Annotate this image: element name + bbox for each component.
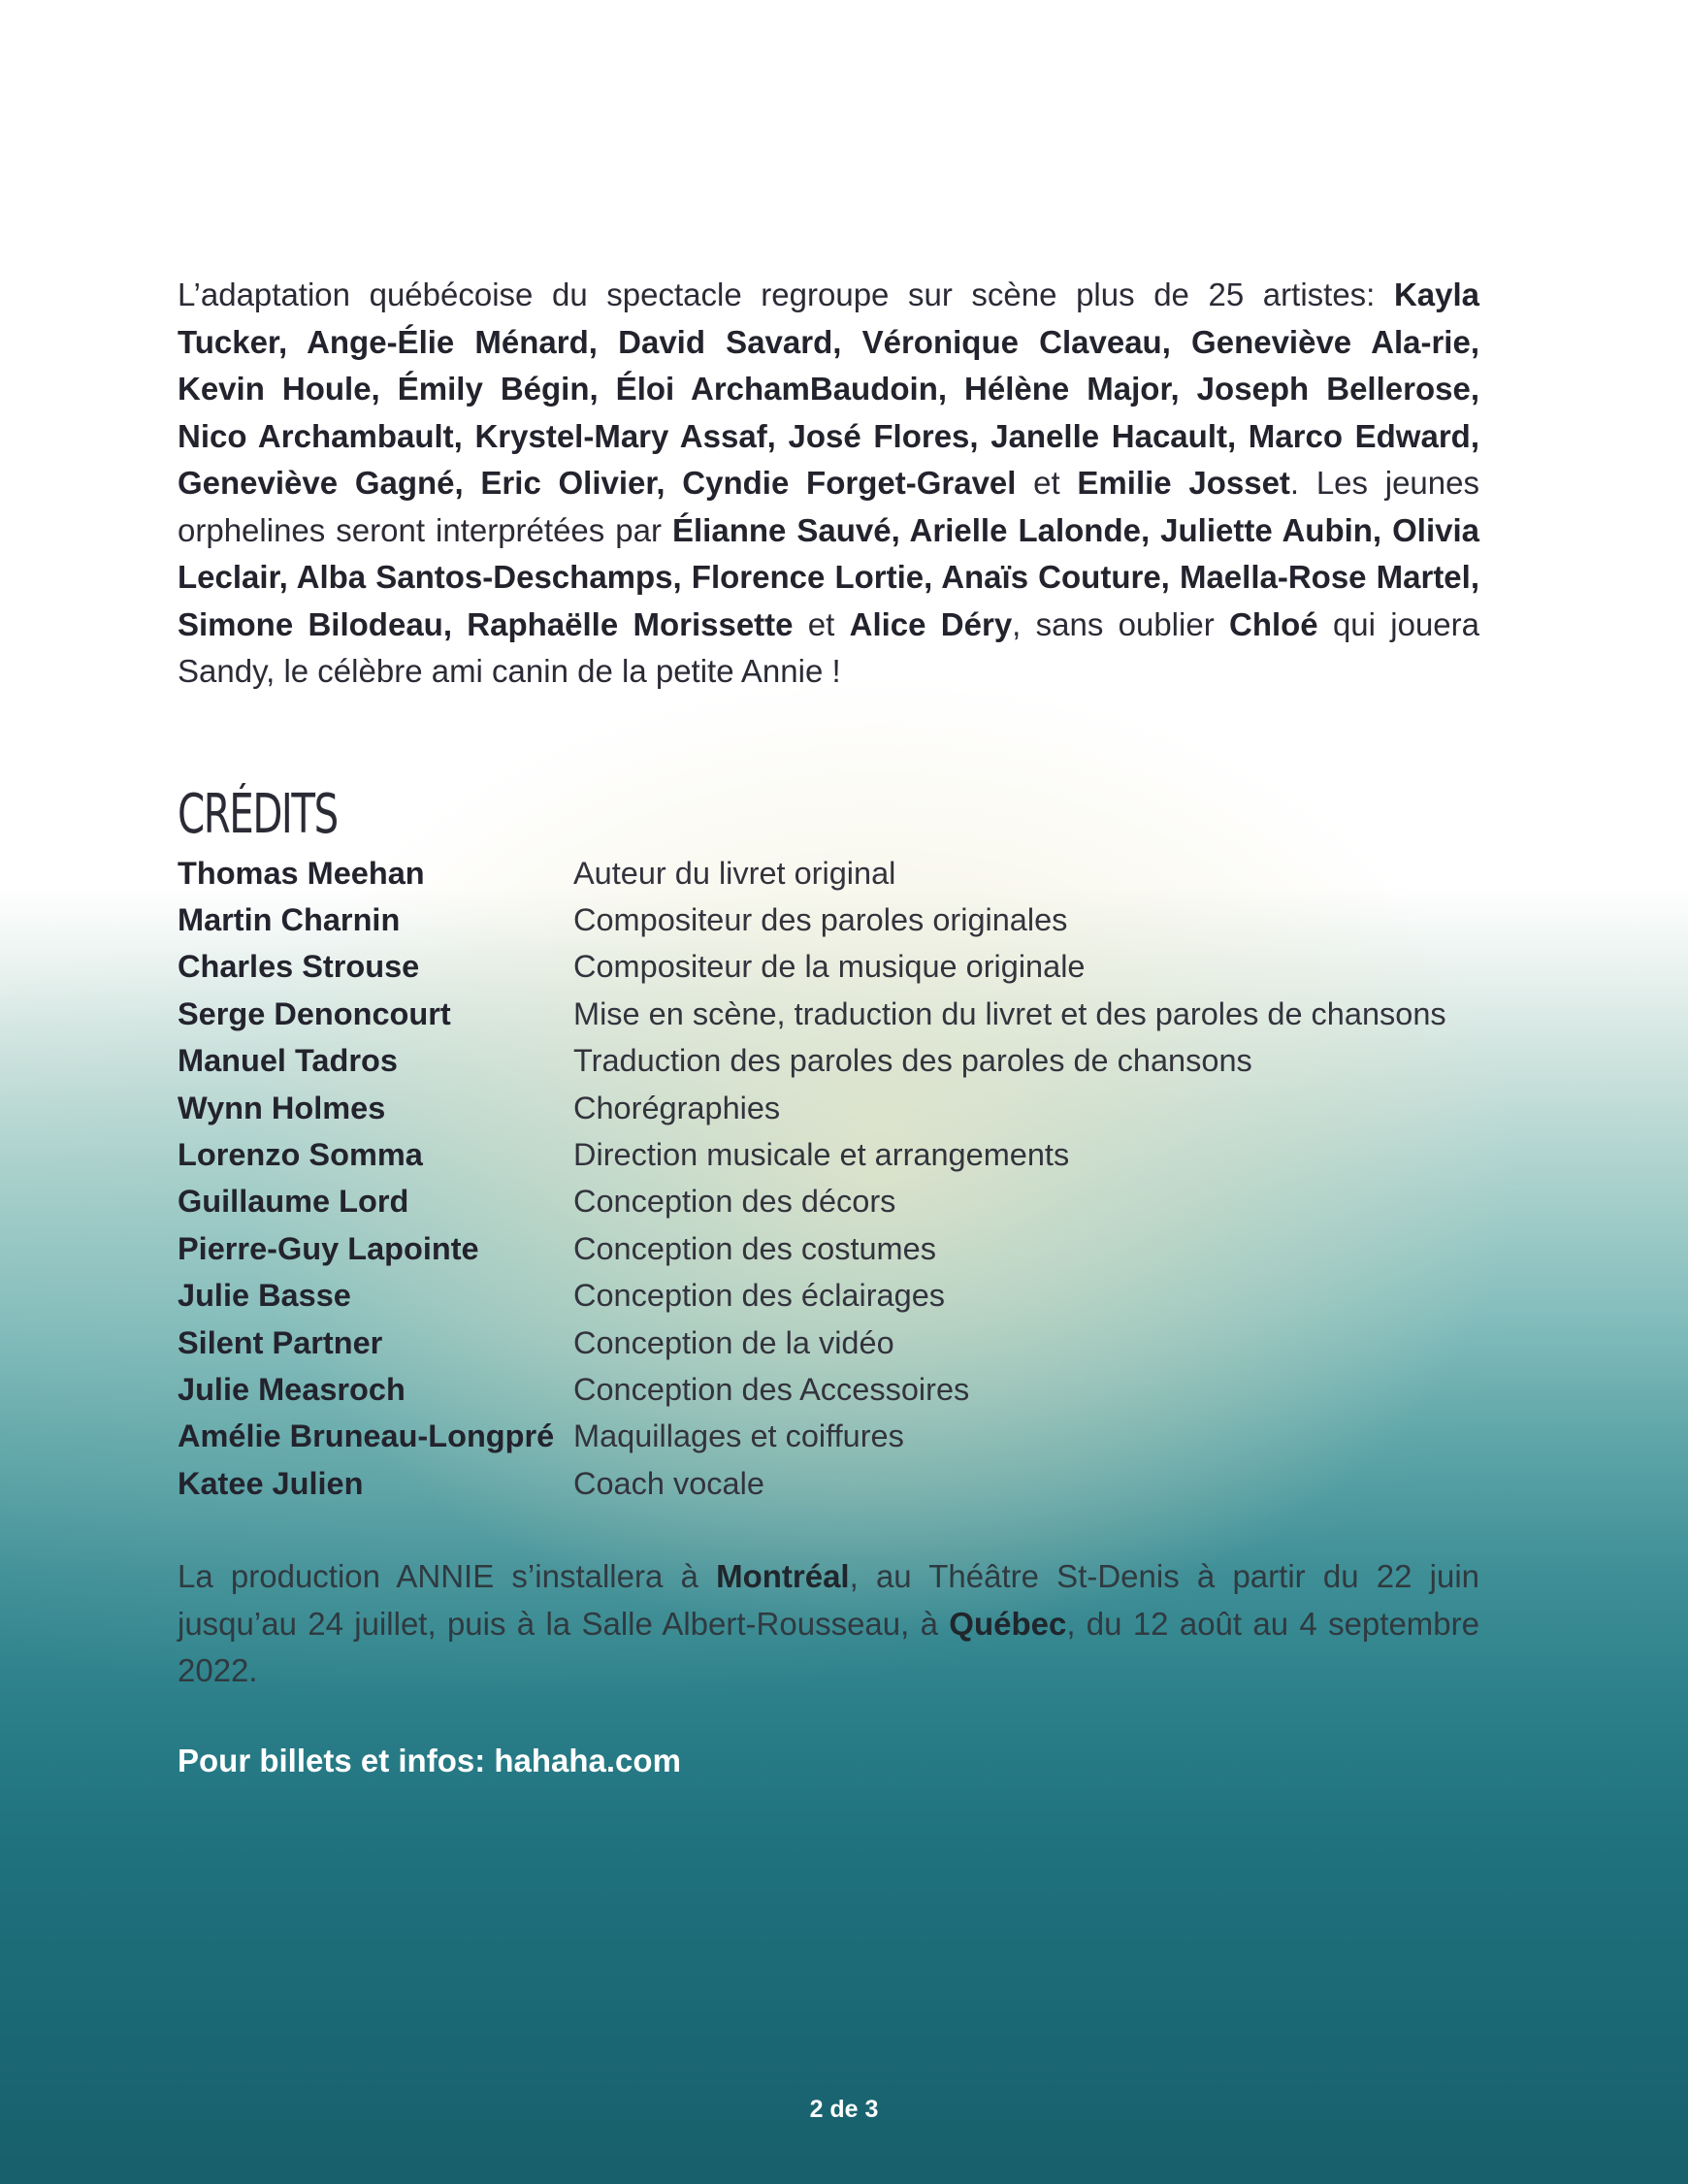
- credit-name: Julie Measroch: [178, 1371, 406, 1407]
- credit-row: [178, 1273, 1497, 1320]
- credit-row: [178, 1131, 1497, 1178]
- venue-text-2: , au Théâtre St-Denis à partir du 22 juin jusqu’au 24 juillet, puis à la Salle Albert-Rousseau, à: [178, 1558, 1480, 1642]
- intro-text-3: . Les jeunes orphelines seront interprétées par: [178, 465, 1479, 548]
- intro-text-4: et: [793, 605, 850, 642]
- credit-name: Amélie Bruneau-Longpré: [178, 1418, 555, 1454]
- credit-role: Mise en scène, traduction du livret et des paroles de chansons: [573, 995, 1446, 1031]
- venue-text-1: La production ANNIE s’installera à: [178, 1558, 717, 1594]
- credit-role: Auteur du livret original: [573, 855, 896, 891]
- cast-adults: Kayla Tucker, Ange-Élie Ménard, David Savard, Véronique Claveau, Geneviève Ala-rie, Kevin Houle, Émily Bégin, Éloi ArchamBaudoin, Hélène Major, Joseph Bellerose, Nico Archambault, Krystel-Mary Assaf, José Flores, Janelle Hacault, Marco Edward, Geneviève Gagné, Eric Olivier, Cyndie Forget-Gravel: [178, 277, 1479, 501]
- venue-city-quebec: Québec: [949, 1605, 1067, 1642]
- credit-row: [178, 1414, 1497, 1460]
- dog-actor: Chloé: [1228, 605, 1318, 642]
- credit-role: Conception des Accessoires: [573, 1371, 970, 1407]
- credit-name: Serge Denoncourt: [178, 995, 451, 1031]
- credit-row: [178, 1366, 1497, 1413]
- credit-role: Compositeur des paroles originales: [573, 902, 1068, 938]
- credit-name: Thomas Meehan: [178, 855, 425, 891]
- credit-name: Julie Basse: [178, 1278, 351, 1314]
- intro-text-2: et: [1016, 465, 1078, 501]
- cast-kids: Élianne Sauvé, Arielle Lalonde, Juliette Aubin, Olivia Leclair, Alba Santos-Deschamps, Florence Lortie, Anaïs Couture, Maella-Rose Martel, Simone Bilodeau, Raphaëlle Morissette: [178, 511, 1479, 642]
- credit-row: [178, 991, 1497, 1037]
- credit-role: Conception des éclairages: [573, 1278, 946, 1314]
- venue-paragraph: [178, 1553, 1479, 1695]
- credit-role: Traduction des paroles des paroles de chansons: [573, 1043, 1252, 1079]
- credit-row: [178, 1320, 1497, 1366]
- credit-row: [178, 1179, 1497, 1225]
- credit-role: Conception des costumes: [573, 1230, 936, 1266]
- venue-text-3: , du 12 août au 4 septembre 2022.: [178, 1605, 1479, 1688]
- credit-role: Coach vocale: [573, 1465, 764, 1501]
- credit-name: Guillaume Lord: [178, 1184, 409, 1220]
- credit-name: Martin Charnin: [178, 902, 401, 938]
- credits-list: [178, 850, 1497, 1507]
- credit-name: Katee Julien: [178, 1465, 364, 1501]
- credit-row: [178, 850, 1497, 896]
- credit-role: Conception des décors: [573, 1184, 896, 1220]
- credit-row: [178, 1038, 1497, 1085]
- credit-role: Conception de la vidéo: [573, 1324, 894, 1360]
- credit-name: Lorenzo Somma: [178, 1137, 423, 1173]
- credit-row: [178, 896, 1497, 943]
- credit-row: [178, 1460, 1497, 1507]
- credit-role: Direction musicale et arrangements: [573, 1137, 1070, 1173]
- tickets-info: Pour billets et infos: hahaha.com: [178, 1743, 681, 1778]
- cast-paragraph: [178, 272, 1479, 696]
- intro-text-1: L’adaptation québécoise du spectacle regroupe sur scène plus de 25 artistes:: [178, 277, 1394, 312]
- credit-role: Chorégraphies: [573, 1090, 781, 1125]
- intro-text-5: , sans oublier: [1012, 605, 1229, 642]
- credit-row: [178, 944, 1497, 991]
- page-number: 2 de 3: [809, 2096, 879, 2123]
- credit-row: [178, 1085, 1497, 1131]
- venue-city-montreal: Montréal: [716, 1558, 850, 1594]
- credit-role: Maquillages et coiffures: [573, 1418, 904, 1454]
- credit-name: Wynn Holmes: [178, 1090, 386, 1125]
- credit-name: Manuel Tadros: [178, 1043, 398, 1079]
- credit-name: Silent Partner: [178, 1324, 383, 1360]
- credit-name: Charles Strouse: [178, 949, 420, 985]
- credits-heading: CRÉDITS: [178, 783, 338, 846]
- credit-role: Compositeur de la musique originale: [573, 949, 1086, 985]
- cast-adult-last: Emilie Josset: [1077, 465, 1290, 501]
- intro-text-6: qui jouera Sandy, le célèbre ami canin de la petite Annie !: [178, 605, 1480, 689]
- credit-row: [178, 1225, 1497, 1272]
- cast-kid-last: Alice Déry: [849, 605, 1013, 642]
- credit-name: Pierre-Guy Lapointe: [178, 1230, 479, 1266]
